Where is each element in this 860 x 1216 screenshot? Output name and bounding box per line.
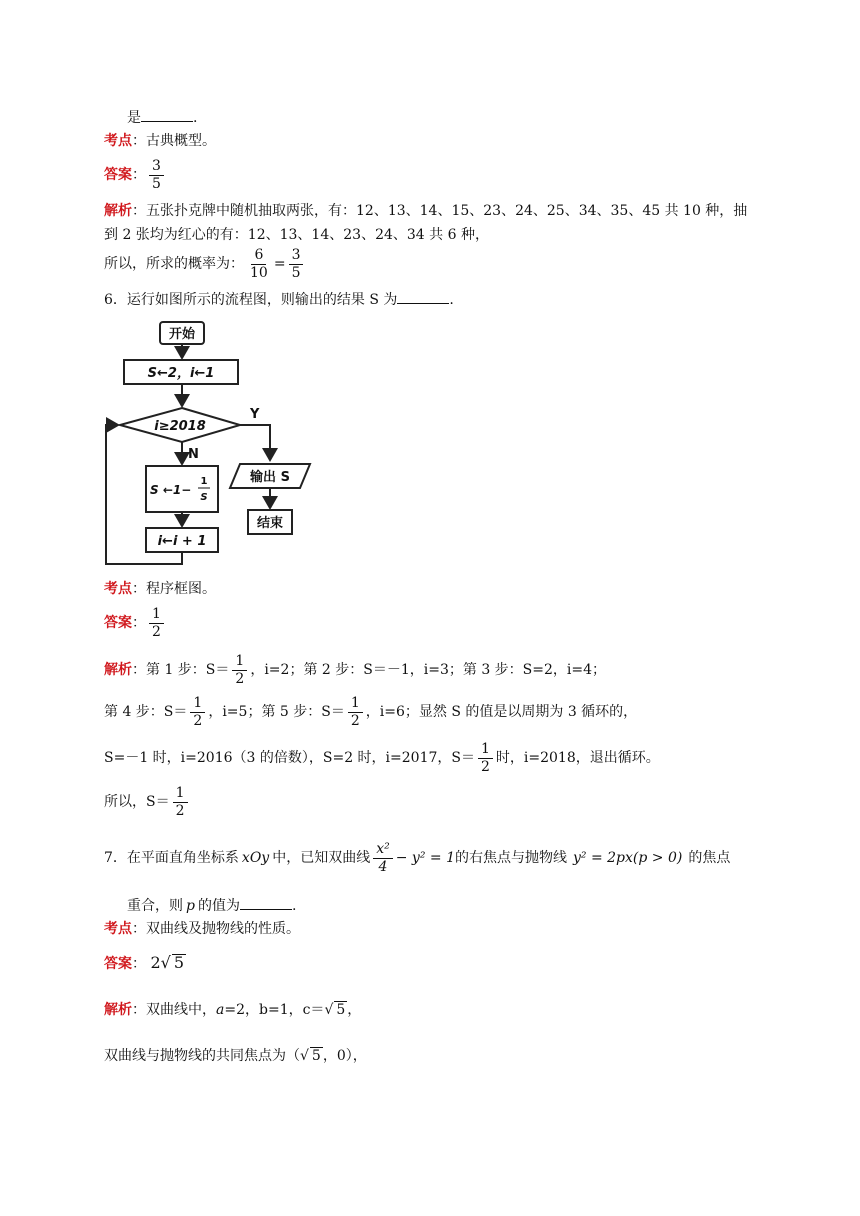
hyperbola-fraction: $\frac{\text{x²}}{4}$ (373, 841, 393, 876)
fraction-half: $\frac{1}{2}$ (478, 741, 493, 776)
end-label: 结束 (256, 516, 284, 531)
q7-stem-line1: 7．在平面直角坐标系 xOy 中，已知双曲线 $\frac{\text{x²}}{4}$ − y² = 1 的右焦点与抛物线 y² = 2px(p > 0) 的焦点 (104, 840, 731, 875)
answer-fraction: $\frac{3}{5}$ (149, 158, 164, 193)
q6-jiexi-line1: 解析 ： 第 1 步：S＝ $\frac{1}{2}$ ，i=2；第 2 步：S＝－1，i=3；第 3 步：S=2，i=4； (104, 652, 607, 687)
fraction-half: $\frac{1}{2}$ (190, 695, 205, 730)
q6-jiexi-line3: S=－1 时，i=2016（3 的倍数），S=2 时，i=2017，S＝ $\frac{1}{2}$ 时，i=2018，退出循环。 (104, 740, 660, 775)
answer-blank (240, 895, 292, 910)
q7-stem-line2: 重合，则 p 的值为 . (127, 895, 296, 916)
q6-stem: 6．运行如图所示的流程图，则输出的结果 S 为 . (104, 289, 454, 310)
increment-label: i←i + 1 (157, 534, 207, 549)
answer-fraction: $\frac{1}{2}$ (149, 606, 164, 641)
assign-s-den: S (200, 492, 208, 503)
init-label: S←2，i←1 (147, 366, 215, 381)
q7-jiexi-line2: 双曲线与抛物线的共同焦点为（√ 5 ，0）， (104, 1048, 367, 1064)
q5-kaodian: 考点：古典概型。 (104, 133, 216, 149)
q5-probability: 所以，所求的概率为： $\frac{6}{10}$ = $\frac{3}{5}$ (104, 244, 306, 284)
flowchart-diagram (100, 318, 320, 572)
fraction-half: $\frac{1}{2}$ (173, 785, 188, 820)
assign-s-num: 1 (200, 476, 208, 487)
yes-label: Y (250, 407, 260, 422)
q7-jiexi-line1: 解析：双曲线中，a=2，b=1，c＝√ 5 ， (104, 1002, 362, 1018)
no-label: N (188, 447, 199, 462)
fraction-half: $\frac{1}{2}$ (348, 695, 363, 730)
q7-answer: 答案： 2√ 5 (104, 953, 185, 972)
answer-blank (397, 289, 449, 304)
q5-stem-tail: 是 . (127, 107, 197, 128)
fraction-half: $\frac{1}{2}$ (232, 653, 247, 688)
q6-kaodian: 考点：程序框图。 (104, 581, 216, 597)
q5-jiexi-line1: 解析：五张扑克牌中随机抽取两张，有：12、13、14、15、23、24、25、34、35、45 共 10 种，抽 (104, 203, 748, 219)
answer-blank (141, 107, 193, 122)
q5-jiexi-line2: 到 2 张均为红心的有：12、13、14、23、24、34 共 6 种， (104, 227, 489, 243)
q6-conclusion: 所以，S＝ $\frac{1}{2}$ (104, 782, 191, 822)
condition-label: i≥2018 (154, 419, 206, 434)
q6-answer: 答案 ： $\frac{1}{2}$ (104, 603, 167, 643)
assign-s-label: S ←1− (150, 483, 192, 497)
start-label: 开始 (168, 327, 196, 342)
q6-jiexi-line2: 第 4 步：S＝ $\frac{1}{2}$ ，i=5；第 5 步：S＝ $\frac{1}{2}$ ，i=6；显然 S 的值是以周期为 3 循环的， (104, 694, 638, 729)
output-label: 输出 S (250, 470, 290, 485)
fraction-3-5: $\frac{3}{5}$ (289, 247, 304, 282)
q7-kaodian: 考点：双曲线及抛物线的性质。 (104, 921, 300, 937)
q5-answer: 答案 ： $\frac{3}{5}$ (104, 155, 167, 195)
fraction-6-10: $\frac{6}{10}$ (250, 246, 268, 281)
